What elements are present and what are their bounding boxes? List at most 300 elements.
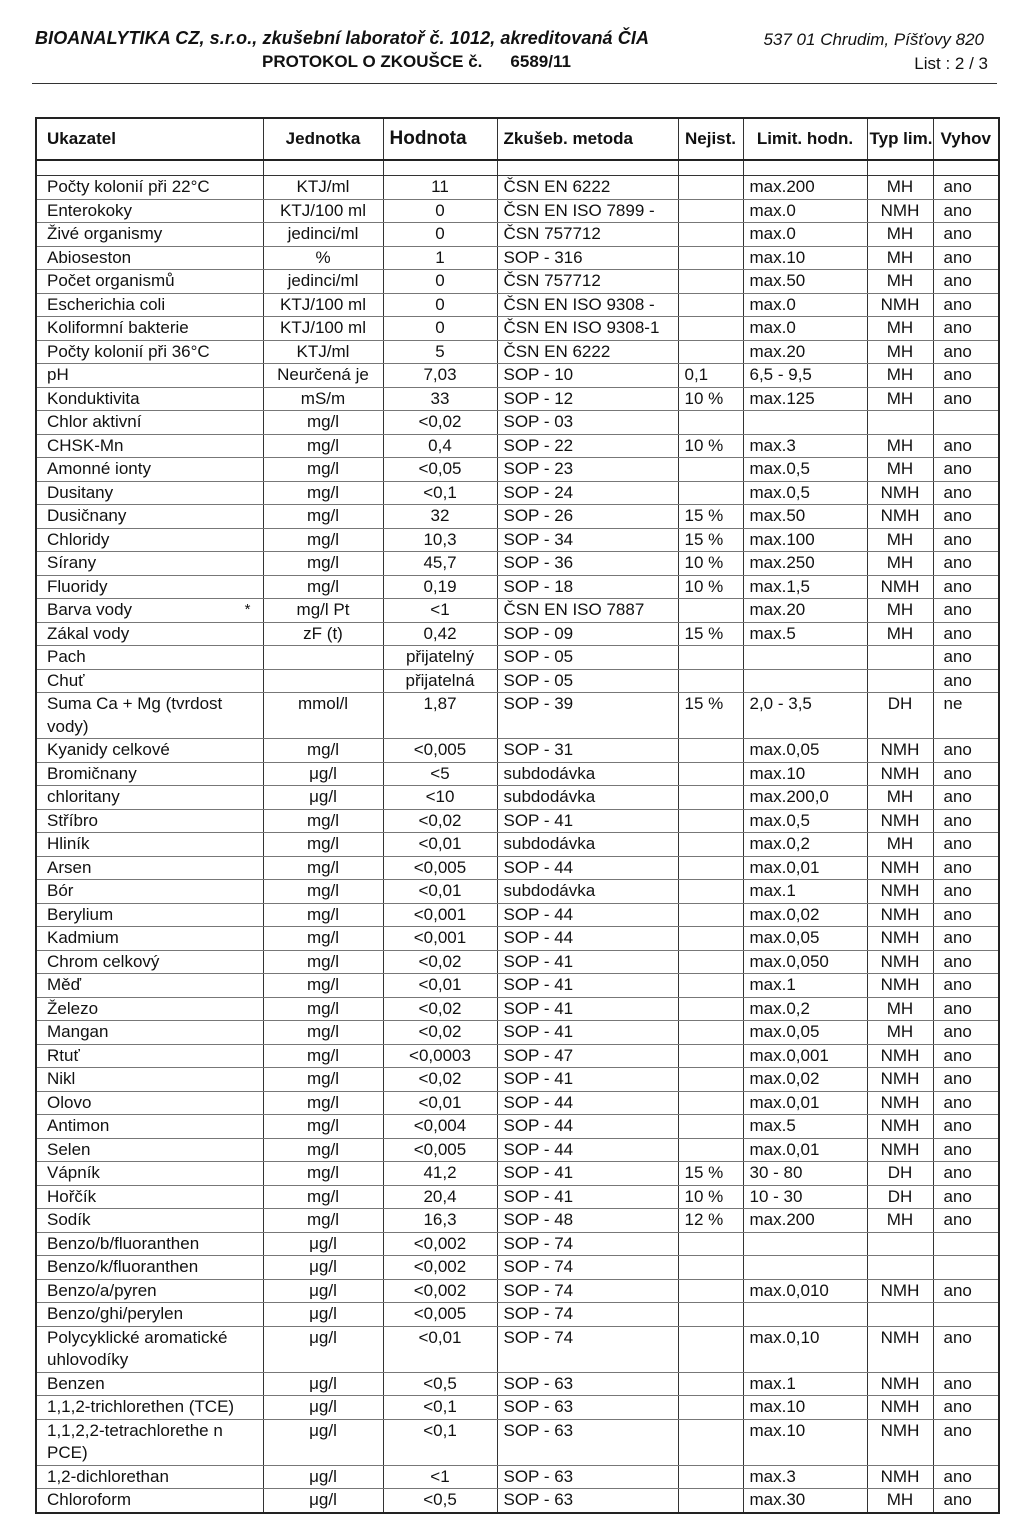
row-limit-type: MH <box>867 223 933 247</box>
row-limit: max.200 <box>743 1209 867 1233</box>
results-table-wrapper <box>35 117 998 1514</box>
row-unit: mg/l <box>263 1115 383 1139</box>
row-name: Arsen <box>36 856 263 880</box>
row-limit-type: MH <box>867 246 933 270</box>
row-compliance: ano <box>933 481 999 505</box>
row-uncertainty <box>678 1372 743 1396</box>
row-name: Enterokoky <box>36 199 263 223</box>
table-row <box>36 199 999 223</box>
row-method: subdodávka <box>497 762 678 786</box>
row-value: <0,004 <box>383 1115 497 1139</box>
row-limit: max.1 <box>743 880 867 904</box>
row-unit: mg/l <box>263 1091 383 1115</box>
row-compliance: ano <box>933 669 999 693</box>
table-row <box>36 599 999 623</box>
row-limit: max.0,5 <box>743 481 867 505</box>
row-name: Železo <box>36 997 263 1021</box>
row-name: Dusitany <box>36 481 263 505</box>
row-method: SOP - 41 <box>497 950 678 974</box>
row-limit-type <box>867 1232 933 1256</box>
row-name: Fluoridy <box>36 575 263 599</box>
row-unit: jedinci/ml <box>263 223 383 247</box>
row-value: <0,005 <box>383 1138 497 1162</box>
row-method: subdodávka <box>497 833 678 857</box>
row-compliance: ano <box>933 833 999 857</box>
row-limit-type: MH <box>867 997 933 1021</box>
row-limit: max.10 <box>743 1396 867 1420</box>
row-value: <10 <box>383 786 497 810</box>
row-unit: mg/l <box>263 903 383 927</box>
table-row <box>36 833 999 857</box>
row-name: 1,2-dichlorethan <box>36 1465 263 1489</box>
row-value: <0,005 <box>383 739 497 763</box>
row-compliance: ano <box>933 387 999 411</box>
row-limit: max.3 <box>743 434 867 458</box>
table-row <box>36 387 999 411</box>
table-row <box>36 669 999 693</box>
row-unit: mg/l <box>263 739 383 763</box>
row-unit: mg/l <box>263 1044 383 1068</box>
row-limit: max.0,05 <box>743 1021 867 1045</box>
row-unit: mg/l <box>263 458 383 482</box>
row-unit: mg/l <box>263 528 383 552</box>
row-compliance: ano <box>933 786 999 810</box>
row-compliance: ano <box>933 903 999 927</box>
row-unit: mg/l <box>263 950 383 974</box>
row-method: SOP - 44 <box>497 927 678 951</box>
table-row <box>36 809 999 833</box>
row-unit: % <box>263 246 383 270</box>
row-uncertainty <box>678 809 743 833</box>
row-compliance: ano <box>933 1279 999 1303</box>
row-limit: max.0,01 <box>743 1138 867 1162</box>
table-row <box>36 1256 999 1280</box>
row-limit: max.10 <box>743 246 867 270</box>
row-value: <1 <box>383 599 497 623</box>
row-unit: KTJ/100 ml <box>263 317 383 341</box>
row-unit: mg/l <box>263 434 383 458</box>
row-value: <0,5 <box>383 1372 497 1396</box>
row-limit-type: NMH <box>867 1326 933 1372</box>
row-limit-type: NMH <box>867 974 933 998</box>
row-name: Olovo <box>36 1091 263 1115</box>
row-unit: KTJ/ml <box>263 340 383 364</box>
col-header-typ-limitu: Typ lim. <box>867 118 933 160</box>
row-limit: max.0,02 <box>743 1068 867 1092</box>
table-row <box>36 974 999 998</box>
row-name: Chuť <box>36 669 263 693</box>
row-unit: mg/l <box>263 833 383 857</box>
row-value: <0,0003 <box>383 1044 497 1068</box>
col-header-metoda: Zkušeb. metoda <box>497 118 678 160</box>
row-limit-type: NMH <box>867 1044 933 1068</box>
row-method: SOP - 24 <box>497 481 678 505</box>
row-method: SOP - 41 <box>497 1185 678 1209</box>
row-uncertainty <box>678 974 743 998</box>
row-value: 0,4 <box>383 434 497 458</box>
table-row <box>36 1138 999 1162</box>
table-row <box>36 1372 999 1396</box>
row-compliance: ano <box>933 856 999 880</box>
row-limit: max.20 <box>743 340 867 364</box>
row-uncertainty <box>678 1138 743 1162</box>
row-limit-type: NMH <box>867 762 933 786</box>
row-name: Hořčík <box>36 1185 263 1209</box>
row-limit-type: MH <box>867 599 933 623</box>
table-row <box>36 1185 999 1209</box>
row-method: SOP - 44 <box>497 1091 678 1115</box>
row-name: Bór <box>36 880 263 904</box>
row-limit-type: NMH <box>867 1091 933 1115</box>
row-value: <0,01 <box>383 974 497 998</box>
row-limit-type: NMH <box>867 481 933 505</box>
row-method: SOP - 34 <box>497 528 678 552</box>
row-compliance <box>933 1303 999 1327</box>
row-limit: max.0 <box>743 293 867 317</box>
row-unit: mg/l Pt <box>263 599 383 623</box>
row-uncertainty <box>678 199 743 223</box>
row-compliance: ano <box>933 293 999 317</box>
row-value: <0,02 <box>383 411 497 435</box>
row-name: Amonné ionty <box>36 458 263 482</box>
row-limit-type: MH <box>867 176 933 200</box>
row-compliance: ano <box>933 950 999 974</box>
row-method: SOP - 316 <box>497 246 678 270</box>
row-name: Zákal vody <box>36 622 263 646</box>
row-compliance: ano <box>933 575 999 599</box>
row-limit-type: NMH <box>867 505 933 529</box>
row-value: <0,5 <box>383 1489 497 1513</box>
row-compliance: ano <box>933 1068 999 1092</box>
row-limit: max.0,2 <box>743 997 867 1021</box>
row-unit: mg/l <box>263 505 383 529</box>
row-name: Antimon <box>36 1115 263 1139</box>
row-value: 0 <box>383 223 497 247</box>
row-value: <0,02 <box>383 1021 497 1045</box>
row-uncertainty <box>678 880 743 904</box>
row-uncertainty <box>678 223 743 247</box>
row-value: <0,01 <box>383 880 497 904</box>
row-method: SOP - 74 <box>497 1303 678 1327</box>
row-value: 0,42 <box>383 622 497 646</box>
row-name: Suma Ca + Mg (tvrdost vody) <box>36 693 263 739</box>
row-unit: mg/l <box>263 1185 383 1209</box>
row-compliance <box>933 1232 999 1256</box>
row-limit-type: NMH <box>867 1465 933 1489</box>
row-uncertainty <box>678 1068 743 1092</box>
row-method: SOP - 22 <box>497 434 678 458</box>
row-method: SOP - 03 <box>497 411 678 435</box>
row-unit: mg/l <box>263 1162 383 1186</box>
row-limit-type: DH <box>867 693 933 739</box>
row-value: <0,002 <box>383 1256 497 1280</box>
row-method: ČSN EN 6222 <box>497 340 678 364</box>
table-row <box>36 1162 999 1186</box>
col-header-vyhovuje: Vyhov <box>933 118 999 160</box>
row-limit: max.1,5 <box>743 575 867 599</box>
row-uncertainty <box>678 1489 743 1513</box>
row-method: SOP - 41 <box>497 1068 678 1092</box>
row-method: SOP - 23 <box>497 458 678 482</box>
row-method: SOP - 74 <box>497 1256 678 1280</box>
page-indicator: List : 2 / 3 <box>914 54 988 73</box>
row-uncertainty <box>678 1303 743 1327</box>
row-limit: max.3 <box>743 1465 867 1489</box>
table-header-row <box>36 118 999 160</box>
row-compliance: ano <box>933 1115 999 1139</box>
row-unit: mg/l <box>263 809 383 833</box>
row-value: <1 <box>383 1465 497 1489</box>
table-row <box>36 317 999 341</box>
row-unit: μg/l <box>263 762 383 786</box>
row-name: Konduktivita <box>36 387 263 411</box>
table-row <box>36 856 999 880</box>
table-row <box>36 903 999 927</box>
row-name: Hliník <box>36 833 263 857</box>
row-limit: max.10 <box>743 762 867 786</box>
row-uncertainty <box>678 950 743 974</box>
row-unit: mg/l <box>263 1021 383 1045</box>
row-limit: max.1 <box>743 974 867 998</box>
col-header-hodnota: Hodnota <box>383 118 497 160</box>
row-value: <0,02 <box>383 950 497 974</box>
row-limit <box>743 646 867 670</box>
row-limit-type: MH <box>867 1489 933 1513</box>
row-method: SOP - 47 <box>497 1044 678 1068</box>
lab-address: 537 01 Chrudim, Píšťovy 820 <box>763 30 984 49</box>
row-unit: μg/l <box>263 1465 383 1489</box>
row-limit: max.100 <box>743 528 867 552</box>
row-compliance: ano <box>933 364 999 388</box>
row-uncertainty <box>678 246 743 270</box>
row-method: ČSN 757712 <box>497 270 678 294</box>
row-value: <0,001 <box>383 903 497 927</box>
row-value: <0,1 <box>383 481 497 505</box>
row-value: <0,005 <box>383 856 497 880</box>
row-limit: 30 - 80 <box>743 1162 867 1186</box>
row-limit: max.0,001 <box>743 1044 867 1068</box>
row-limit-type <box>867 669 933 693</box>
row-unit: mg/l <box>263 481 383 505</box>
table-row <box>36 1326 999 1372</box>
table-row <box>36 481 999 505</box>
row-uncertainty: 12 % <box>678 1209 743 1233</box>
row-uncertainty <box>678 739 743 763</box>
row-compliance: ano <box>933 1326 999 1372</box>
row-compliance: ano <box>933 809 999 833</box>
table-row <box>36 505 999 529</box>
row-limit <box>743 669 867 693</box>
row-limit-type: MH <box>867 552 933 576</box>
row-limit: max.200,0 <box>743 786 867 810</box>
row-uncertainty <box>678 1115 743 1139</box>
row-limit-type: MH <box>867 1021 933 1045</box>
row-limit: max.0,05 <box>743 927 867 951</box>
footnote-mark: * <box>244 601 251 618</box>
row-compliance: ano <box>933 1162 999 1186</box>
row-uncertainty <box>678 1044 743 1068</box>
row-limit: max.0,010 <box>743 1279 867 1303</box>
table-row <box>36 176 999 200</box>
row-uncertainty <box>678 997 743 1021</box>
row-name: Dusičnany <box>36 505 263 529</box>
row-uncertainty <box>678 1256 743 1280</box>
row-value: <5 <box>383 762 497 786</box>
row-unit: μg/l <box>263 786 383 810</box>
row-method: ČSN EN ISO 7899 - <box>497 199 678 223</box>
row-method: SOP - 74 <box>497 1232 678 1256</box>
row-name: Benzo/a/pyren <box>36 1279 263 1303</box>
row-limit: 10 - 30 <box>743 1185 867 1209</box>
table-row <box>36 880 999 904</box>
row-name: Měď <box>36 974 263 998</box>
row-unit: μg/l <box>263 1396 383 1420</box>
row-compliance: ano <box>933 552 999 576</box>
row-limit-type: MH <box>867 387 933 411</box>
row-value: <0,005 <box>383 1303 497 1327</box>
table-row <box>36 270 999 294</box>
row-name: Bromičnany <box>36 762 263 786</box>
header-spacer-row <box>36 160 999 176</box>
row-uncertainty <box>678 481 743 505</box>
row-limit: max.0 <box>743 223 867 247</box>
row-compliance: ano <box>933 1419 999 1465</box>
row-uncertainty <box>678 927 743 951</box>
row-limit-type <box>867 646 933 670</box>
row-limit: max.250 <box>743 552 867 576</box>
row-limit-type: NMH <box>867 1138 933 1162</box>
row-limit: max.0,050 <box>743 950 867 974</box>
row-uncertainty <box>678 762 743 786</box>
row-unit: μg/l <box>263 1326 383 1372</box>
row-name: Rtuť <box>36 1044 263 1068</box>
row-value: <0,01 <box>383 1326 497 1372</box>
row-unit: mg/l <box>263 856 383 880</box>
row-compliance: ano <box>933 1044 999 1068</box>
table-row <box>36 434 999 458</box>
row-method: SOP - 63 <box>497 1396 678 1420</box>
row-unit: μg/l <box>263 1419 383 1465</box>
row-compliance: ano <box>933 434 999 458</box>
table-row <box>36 739 999 763</box>
row-name: Chlor aktivní <box>36 411 263 435</box>
row-uncertainty <box>678 669 743 693</box>
row-uncertainty <box>678 293 743 317</box>
row-uncertainty <box>678 1419 743 1465</box>
row-limit-type: NMH <box>867 739 933 763</box>
row-limit: 2,0 - 3,5 <box>743 693 867 739</box>
row-limit <box>743 411 867 435</box>
row-name-text: Barva vody <box>47 600 133 619</box>
row-limit-type: NMH <box>867 880 933 904</box>
row-compliance: ano <box>933 646 999 670</box>
row-limit-type <box>867 411 933 435</box>
row-limit-type: NMH <box>867 1419 933 1465</box>
row-name: Polycyklické aromatické uhlovodíky <box>36 1326 263 1372</box>
row-name: Vápník <box>36 1162 263 1186</box>
protocol-label: PROTOKOL O ZKOUŠCE č. <box>262 52 483 71</box>
table-row <box>36 693 999 739</box>
table-row <box>36 997 999 1021</box>
table-row <box>36 528 999 552</box>
row-name: CHSK-Mn <box>36 434 263 458</box>
row-unit: μg/l <box>263 1279 383 1303</box>
row-method: SOP - 63 <box>497 1489 678 1513</box>
table-row <box>36 458 999 482</box>
row-unit: μg/l <box>263 1489 383 1513</box>
row-name: Chrom celkový <box>36 950 263 974</box>
row-uncertainty <box>678 270 743 294</box>
row-value: 10,3 <box>383 528 497 552</box>
table-row <box>36 646 999 670</box>
row-uncertainty: 10 % <box>678 434 743 458</box>
row-compliance: ano <box>933 505 999 529</box>
table-row <box>36 786 999 810</box>
row-limit <box>743 1256 867 1280</box>
row-method: SOP - 44 <box>497 856 678 880</box>
row-limit-type: MH <box>867 528 933 552</box>
row-value: 45,7 <box>383 552 497 576</box>
row-unit: zF (t) <box>263 622 383 646</box>
row-value: <0,02 <box>383 1068 497 1092</box>
row-method: ČSN EN ISO 9308 - <box>497 293 678 317</box>
row-limit-type: NMH <box>867 1279 933 1303</box>
row-method: SOP - 41 <box>497 809 678 833</box>
row-method: SOP - 41 <box>497 997 678 1021</box>
row-method: ČSN EN ISO 9308-1 <box>497 317 678 341</box>
row-value: 7,03 <box>383 364 497 388</box>
row-limit: max.0,01 <box>743 856 867 880</box>
row-name <box>36 599 263 623</box>
row-compliance: ano <box>933 880 999 904</box>
row-compliance: ano <box>933 1465 999 1489</box>
row-limit-type: NMH <box>867 903 933 927</box>
row-name: Kadmium <box>36 927 263 951</box>
row-name: Abioseston <box>36 246 263 270</box>
row-name: Berylium <box>36 903 263 927</box>
table-row <box>36 223 999 247</box>
row-uncertainty <box>678 599 743 623</box>
row-limit-type: MH <box>867 364 933 388</box>
row-limit-type: DH <box>867 1162 933 1186</box>
row-uncertainty: 0,1 <box>678 364 743 388</box>
row-method: SOP - 48 <box>497 1209 678 1233</box>
row-compliance <box>933 1256 999 1280</box>
row-compliance: ano <box>933 599 999 623</box>
row-value: <0,02 <box>383 809 497 833</box>
row-limit: max.0 <box>743 199 867 223</box>
row-value: <0,002 <box>383 1279 497 1303</box>
table-row <box>36 1044 999 1068</box>
table-row <box>36 575 999 599</box>
table-row <box>36 1303 999 1327</box>
row-uncertainty <box>678 176 743 200</box>
row-limit: max.50 <box>743 505 867 529</box>
row-unit: mS/m <box>263 387 383 411</box>
row-unit: μg/l <box>263 1372 383 1396</box>
row-limit-type: NMH <box>867 1372 933 1396</box>
row-limit-type <box>867 1256 933 1280</box>
results-table <box>35 117 1000 1514</box>
col-header-jednotka: Jednotka <box>263 118 383 160</box>
table-row <box>36 1396 999 1420</box>
row-limit: max.0,10 <box>743 1326 867 1372</box>
row-uncertainty: 10 % <box>678 552 743 576</box>
table-row <box>36 927 999 951</box>
row-uncertainty <box>678 317 743 341</box>
row-name: Chloridy <box>36 528 263 552</box>
table-row <box>36 1209 999 1233</box>
